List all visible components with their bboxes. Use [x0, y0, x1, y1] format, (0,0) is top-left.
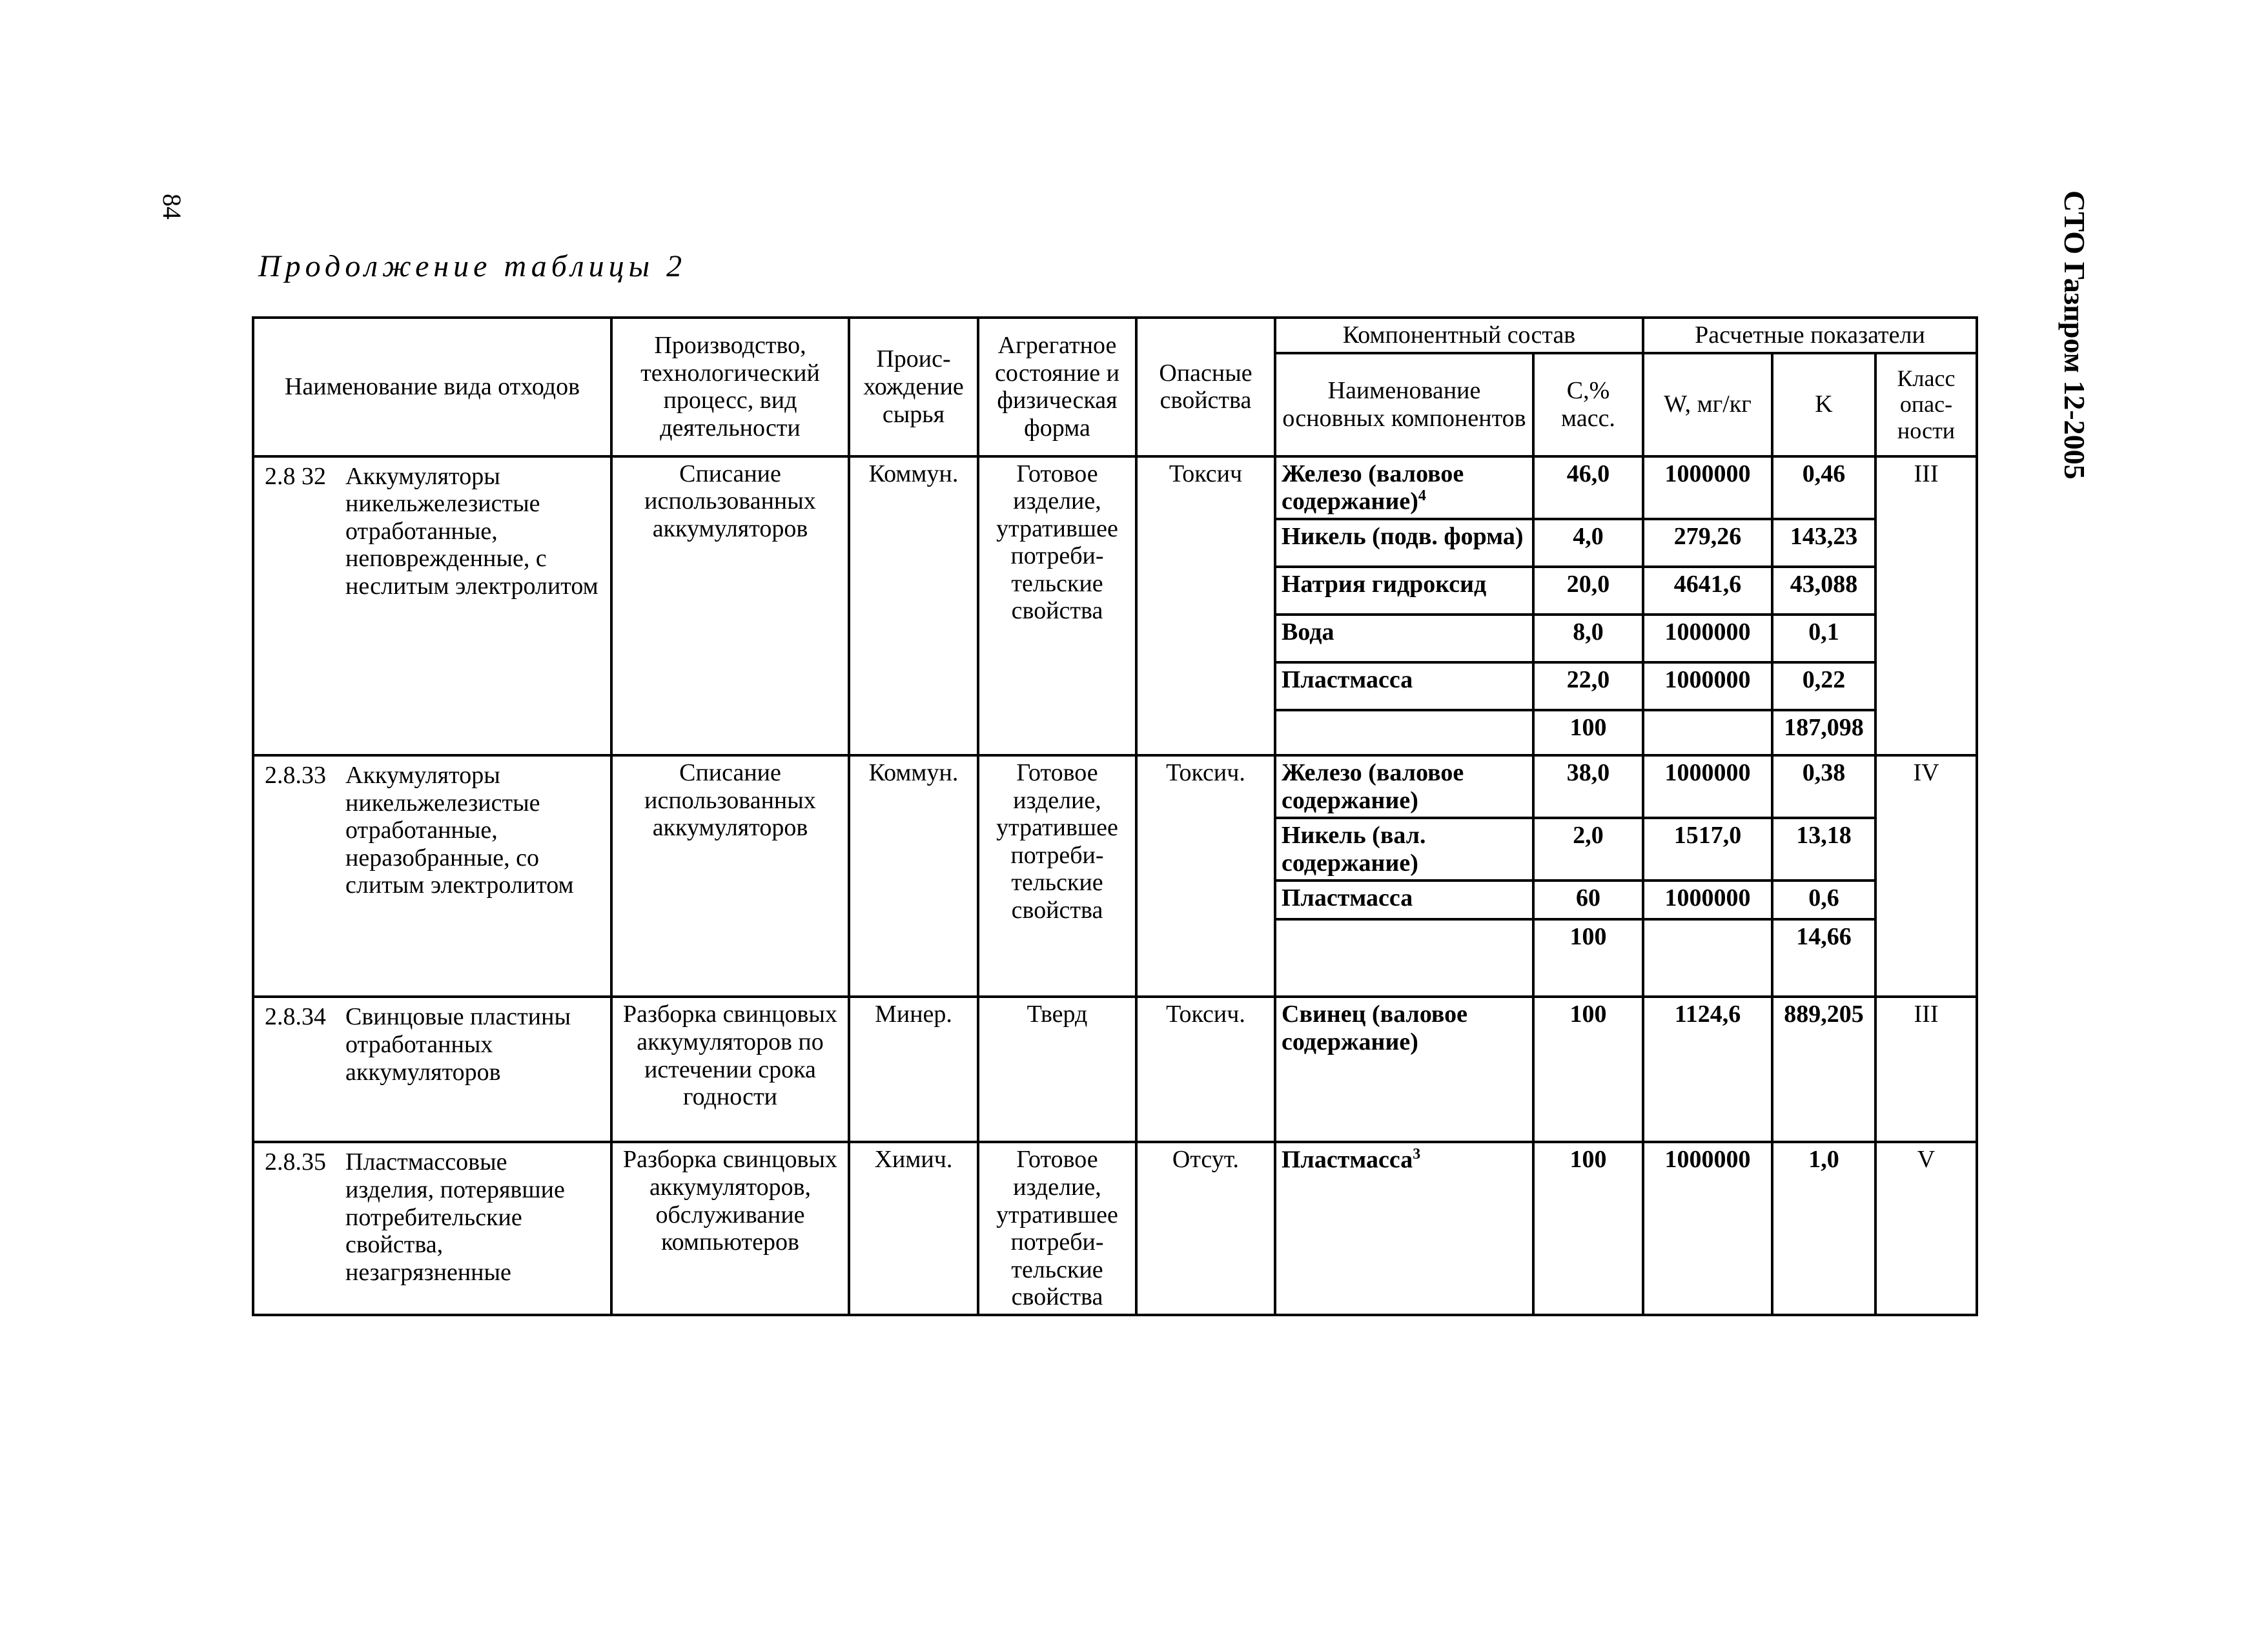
origin-cell: Коммун.	[849, 755, 978, 997]
state-cell: Готовое изделие, утратившее потреби-тельские свойства	[978, 456, 1136, 756]
component-k: 0,6	[1772, 881, 1875, 919]
component-k: 0,46	[1772, 456, 1875, 520]
production-cell: Списание использованных аккумуляторов	[611, 755, 849, 997]
component-w: 1000000	[1643, 881, 1772, 919]
origin-cell: Химич.	[849, 1142, 978, 1314]
component-w: 1517,0	[1643, 818, 1772, 881]
total-concentration: 100	[1533, 710, 1643, 755]
origin-cell: Коммун.	[849, 456, 978, 756]
component-label: Железо (валовое содержание)	[1282, 460, 1464, 515]
component-w: 279,26	[1643, 519, 1772, 567]
header-w: W, мг/кг	[1643, 353, 1772, 456]
component-k: 1,0	[1772, 1142, 1875, 1314]
table-header	[253, 318, 1977, 456]
component-label: Вода	[1282, 618, 1334, 646]
footnote-mark: 4	[1418, 487, 1426, 505]
production-cell: Разборка свинцовых аккумуляторов по истечении срока годности	[611, 997, 849, 1142]
component-label: Никель (вал. содержание)	[1282, 822, 1426, 877]
table-row	[253, 997, 1977, 1142]
table-row	[253, 1142, 1977, 1314]
total-k: 187,098	[1772, 710, 1875, 755]
header-k: K	[1772, 353, 1875, 456]
component-label: Пластмасса	[1282, 1146, 1413, 1174]
component-name	[1275, 567, 1533, 615]
component-label: Никель (подв. форма)	[1282, 523, 1524, 551]
component-k: 0,38	[1772, 755, 1875, 818]
component-label: Железо (валовое содержание)	[1282, 759, 1464, 814]
component-concentration: 46,0	[1533, 456, 1643, 520]
state-cell: Готовое изделие, утратившее потреби-тельские свойства	[978, 1142, 1136, 1314]
component-k: 889,205	[1772, 997, 1875, 1142]
header-composition-group: Компонентный состав	[1275, 318, 1643, 353]
table-row	[253, 755, 1977, 818]
component-name	[1275, 615, 1533, 662]
waste-name: Пластмассовые изделия, потерявшие потребительские свойства, незагрязненные	[345, 1148, 565, 1286]
total-label-cell	[1275, 710, 1533, 755]
component-k: 13,18	[1772, 818, 1875, 881]
origin-cell: Минер.	[849, 997, 978, 1142]
component-concentration: 20,0	[1533, 567, 1643, 615]
page-number: 84	[158, 194, 187, 219]
total-k: 14,66	[1772, 919, 1875, 997]
component-concentration: 2,0	[1533, 818, 1643, 881]
hazard-cell: Отсут.	[1136, 1142, 1275, 1314]
waste-code: 2.8.34	[265, 1003, 326, 1031]
state-cell: Готовое изделие, утратившее потреби-тельские свойства	[978, 755, 1136, 997]
header-hazard: Опасные свойства	[1136, 318, 1275, 456]
header-hazard-class: Класс опас-ности	[1875, 353, 1977, 456]
component-w: 1000000	[1643, 456, 1772, 520]
waste-code: 2.8.35	[265, 1148, 326, 1176]
header-state: Агрегатное состояние и физическая форма	[978, 318, 1136, 456]
component-concentration: 22,0	[1533, 662, 1643, 710]
waste-code: 2.8.33	[265, 762, 326, 789]
hazard-cell: Токсич.	[1136, 755, 1275, 997]
component-w: 1000000	[1643, 1142, 1772, 1314]
component-k: 43,088	[1772, 567, 1875, 615]
production-cell: Разборка свинцовых аккумуляторов, обслуживание компьютеров	[611, 1142, 849, 1314]
component-label: Пластмасса	[1282, 884, 1413, 912]
component-name	[1275, 818, 1533, 881]
total-label-cell	[1275, 919, 1533, 997]
waste-name: Аккумуляторы никельжелезистые отработанные, неразобранные, со слитым электролитом	[345, 762, 574, 899]
component-k: 0,22	[1772, 662, 1875, 710]
waste-name-cell	[253, 755, 611, 997]
component-concentration: 100	[1533, 1142, 1643, 1314]
table-row	[253, 456, 1977, 520]
component-w: 4641,6	[1643, 567, 1772, 615]
total-w	[1643, 710, 1772, 755]
header-concentration: С,% масс.	[1533, 353, 1643, 456]
header-calc-group: Расчетные показатели	[1643, 318, 1977, 353]
hazard-class-cell: IV	[1875, 755, 1977, 997]
waste-name-cell	[253, 1142, 611, 1314]
component-name	[1275, 881, 1533, 919]
waste-name-cell	[253, 997, 611, 1142]
component-label: Натрия гидроксид	[1282, 571, 1487, 598]
component-label: Пластмасса	[1282, 666, 1413, 694]
header-origin: Проис-хождение сырья	[849, 318, 978, 456]
component-concentration: 60	[1533, 881, 1643, 919]
component-label: Свинец (валовое содержание)	[1282, 1001, 1468, 1056]
footnote-mark: 3	[1413, 1146, 1421, 1163]
state-cell: Тверд	[978, 997, 1136, 1142]
document-header: СТО Газпром 12-2005	[2058, 190, 2091, 480]
table-caption: Продолжение таблицы 2	[258, 249, 687, 283]
waste-name-cell	[253, 456, 611, 756]
header-production: Производство, технологический процесс, вид деятельности	[611, 318, 849, 456]
total-w	[1643, 919, 1772, 997]
table-body	[253, 456, 1977, 1315]
component-k: 143,23	[1772, 519, 1875, 567]
waste-table	[252, 316, 1978, 1316]
component-concentration: 100	[1533, 997, 1643, 1142]
component-k: 0,1	[1772, 615, 1875, 662]
header-component-name: Наименование основных компонентов	[1275, 353, 1533, 456]
component-name	[1275, 456, 1533, 520]
component-name	[1275, 519, 1533, 567]
header-waste-name: Наименование вида отходов	[253, 318, 611, 456]
hazard-cell: Токсич.	[1136, 997, 1275, 1142]
component-name	[1275, 1142, 1533, 1314]
production-cell: Списание использованных аккумуляторов	[611, 456, 849, 756]
total-concentration: 100	[1533, 919, 1643, 997]
component-concentration: 8,0	[1533, 615, 1643, 662]
component-concentration: 4,0	[1533, 519, 1643, 567]
waste-code: 2.8 32	[265, 462, 326, 490]
component-w: 1000000	[1643, 662, 1772, 710]
component-concentration: 38,0	[1533, 755, 1643, 818]
component-name	[1275, 755, 1533, 818]
waste-name: Свинцовые пластины отработанных аккумуляторов	[345, 1003, 571, 1086]
waste-name: Аккумуляторы никельжелезистые отработанные, неповрежденные, с неслитым электролитом	[345, 462, 598, 600]
hazard-cell: Токсич	[1136, 456, 1275, 756]
component-w: 1000000	[1643, 755, 1772, 818]
hazard-class-cell: III	[1875, 456, 1977, 756]
component-w: 1000000	[1643, 615, 1772, 662]
component-w: 1124,6	[1643, 997, 1772, 1142]
component-name	[1275, 997, 1533, 1142]
component-name	[1275, 662, 1533, 710]
hazard-class-cell: V	[1875, 1142, 1977, 1314]
hazard-class-cell: III	[1875, 997, 1977, 1142]
